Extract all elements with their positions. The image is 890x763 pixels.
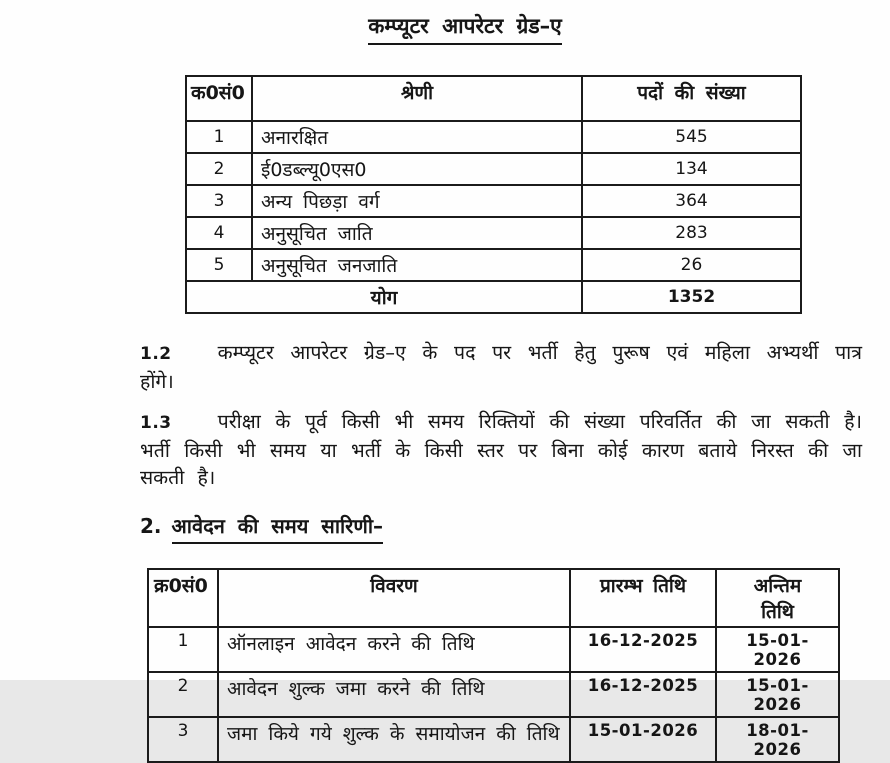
paragraph-number: 1.2 [140,344,172,364]
section-heading-text: आवेदन की समय सारिणी– [172,512,384,544]
serial-cell: 1 [148,627,218,672]
paragraph-1-3 [140,408,862,491]
start-date-cell: 16-12-2025 [570,627,716,672]
serial-cell: 5 [186,249,252,281]
schedule-table [147,568,840,763]
start-date-cell: 16-12-2025 [570,672,716,717]
table-row [186,249,801,281]
category-cell: अनारक्षित [252,121,582,153]
vacancy-header-sno: क0सं0 [186,76,252,121]
section-heading [140,512,890,544]
total-label-cell: योग [186,281,582,313]
posts-cell: 26 [582,249,801,281]
page-title-text: कम्प्यूटर आपरेटर ग्रेड–ए [368,12,561,45]
table-row [148,627,839,672]
schedule-header-description: विवरण [218,569,570,627]
serial-cell: 1 [186,121,252,153]
total-value-cell: 1352 [582,281,801,313]
serial-cell: 2 [148,672,218,717]
description-cell: आवेदन शुल्क जमा करने की तिथि [218,672,570,717]
table-row [186,153,801,185]
serial-cell: 4 [186,217,252,249]
end-date-cell: 18-01-2026 [716,717,839,762]
end-date-cell: 15-01-2026 [716,672,839,717]
vacancy-header-category: श्रेणी [252,76,582,121]
category-cell: ई0डब्ल्यू0एस0 [252,153,582,185]
posts-cell: 364 [582,185,801,217]
total-row [186,281,801,313]
vacancy-table [185,75,802,314]
table-row [148,717,839,762]
paragraph-1-2 [140,339,862,395]
schedule-header-sno: क्र0सं0 [148,569,218,627]
section-number: 2. [140,514,162,538]
description-cell: ऑनलाइन आवेदन करने की तिथि [218,627,570,672]
serial-cell: 2 [186,153,252,185]
vacancy-header-posts: पदों की संख्या [582,76,801,121]
category-cell: अनुसूचित जनजाति [252,249,582,281]
page-title [0,0,890,45]
category-cell: अनुसूचित जाति [252,217,582,249]
table-row [186,217,801,249]
category-cell: अन्य पिछड़ा वर्ग [252,185,582,217]
posts-cell: 134 [582,153,801,185]
schedule-header-start-date: प्रारम्भ तिथि [570,569,716,627]
schedule-header-end-date [716,569,839,627]
table-row [186,121,801,153]
end-date-cell: 15-01-2026 [716,627,839,672]
serial-cell: 3 [148,717,218,762]
schedule-table-header-row [148,569,839,627]
paragraph-text: कम्प्यूटर आपरेटर ग्रेड–ए के पद पर भर्ती हेतु पुरूष एवं महिला अभ्यर्थी पात्र होंगे। [140,341,862,393]
posts-cell: 545 [582,121,801,153]
paragraph-number: 1.3 [140,413,172,433]
description-cell: जमा किये गये शुल्क के समायोजन की तिथि [218,717,570,762]
schedule-header-end-date-text: अन्तिम तिथि [753,575,802,623]
serial-cell: 3 [186,185,252,217]
posts-cell: 283 [582,217,801,249]
paragraph-text: परीक्षा के पूर्व किसी भी समय रिक्तियों की संख्या परिवर्तित की जा सकती है। भर्ती किसी भी समय या भर्ती के किसी स्तर पर बिना कोई कारण बताये निरस्त की जा सकती है। [140,410,862,489]
vacancy-table-header-row [186,76,801,121]
table-row [148,672,839,717]
start-date-cell: 15-01-2026 [570,717,716,762]
table-row [186,185,801,217]
